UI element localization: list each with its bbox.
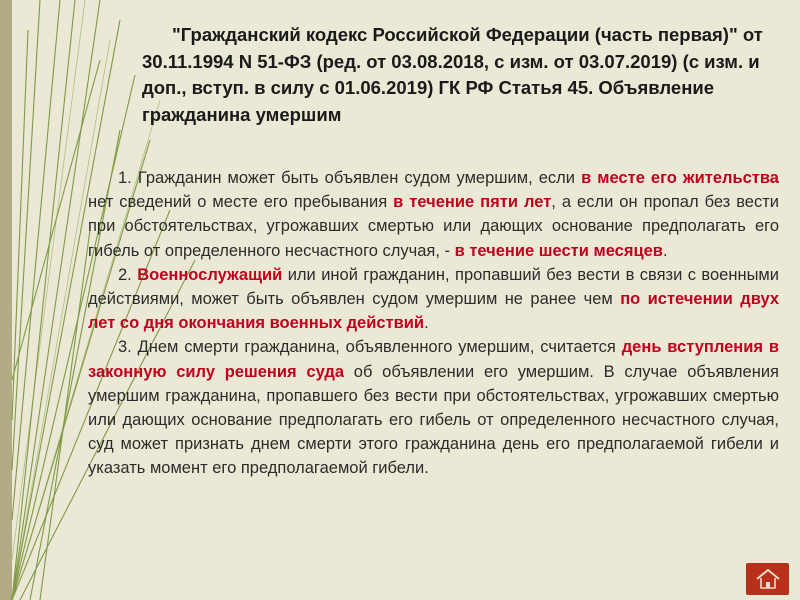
text-run: , а если он пропал без вести при обстоятельствах, угрожавших смертью или дающих основание предполагать его гибель от определенного несчастного случая, - (88, 193, 780, 260)
highlighted-term: по истечении двух лет со дня окончания военных действий (88, 290, 780, 333)
home-nav-button[interactable] (746, 563, 789, 595)
text-run: или иной гражданин, пропавший без вести в связи с военными действиями, может быть объявлен судом умершим не ранее чем (88, 265, 779, 309)
text-run: 2. (118, 265, 138, 284)
slide-title: "Гражданский кодекс Российской Федерации (часть первая)" от 30.11.1994 N 51-ФЗ (ред. от 03.08.2018, с изм. от 03.07.2019) (с изм. и доп., вступ. в силу с 01.06.2019) ГК РФ Статья 45. Объявление гражданина умершим (142, 24, 763, 125)
highlighted-term: в месте его жительства (581, 169, 779, 187)
text-run: 1. Гражданин может быть объявлен судом умершим, если (118, 169, 582, 187)
article-text (88, 166, 779, 481)
paragraph-1 (88, 166, 779, 263)
paragraph-2 (88, 263, 779, 336)
text-run: об объявлении его умершим. В случае объявления умершим гражданина, пропавшего без вести при обстоятельствах, угрожавших смертью или дающих основание предполагать его гибель от определенного несчастного случая, суд может признать днем смерти этого гражданина день его предполагаемой гибели и указать момент его предполагаемой гибели. (88, 362, 779, 478)
text-run: 3. Днем смерти гражданина, объявленного умершим, считается (118, 338, 622, 357)
text-run: . (424, 314, 429, 333)
highlighted-term: в течение шести месяцев (454, 241, 663, 260)
paragraph-3 (88, 335, 779, 480)
highlighted-term: в течение пяти лет (393, 193, 552, 212)
text-run: . (662, 241, 668, 260)
left-decor-band (0, 0, 12, 600)
highlighted-term: Военнослужащий (137, 265, 283, 284)
home-icon (754, 567, 782, 591)
text-run: нет сведений о месте его пребывания (88, 193, 394, 212)
highlighted-term: день вступления в законную силу решения суда (88, 338, 779, 381)
